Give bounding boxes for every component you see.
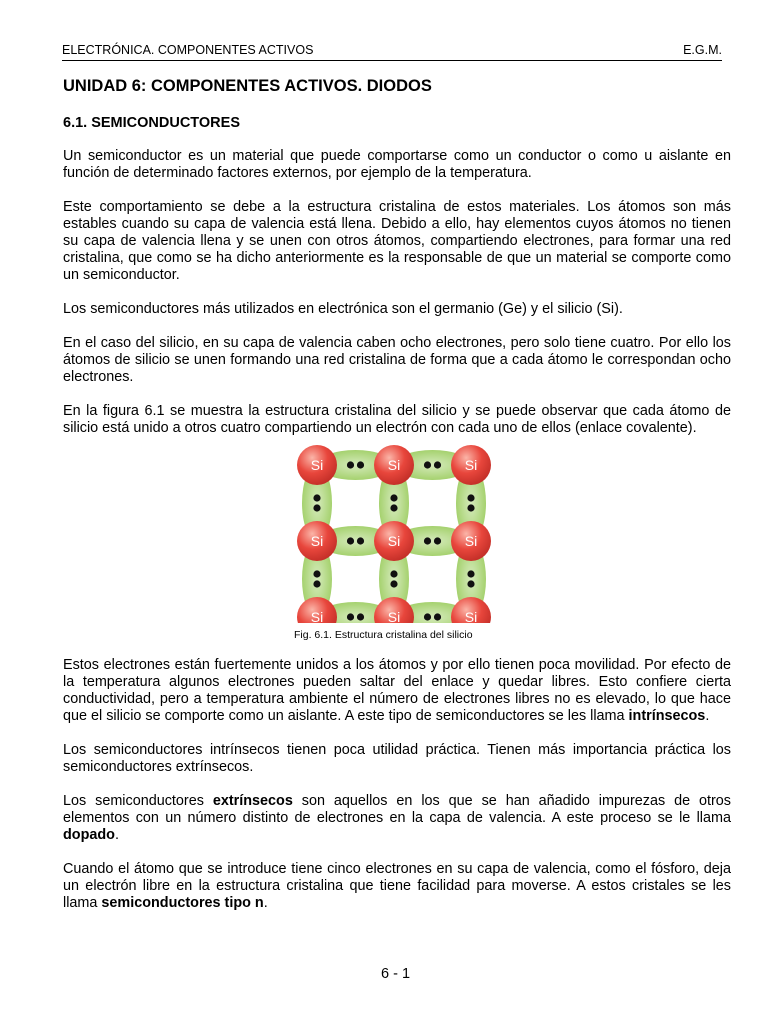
paragraph-1: Un semiconductor es un material que puede comportarse como un conductor o como u aislante en función de determinado factores externos, por ejemplo de la temperatura. <box>63 148 731 181</box>
electron-dot <box>434 537 441 544</box>
paragraph-8-text-a: Los semiconductores <box>63 793 213 809</box>
unit-title: UNIDAD 6: COMPONENTES ACTIVOS. DIODOS <box>63 77 432 95</box>
paragraph-2: Este comportamiento se debe a la estructura cristalina de estos materiales. Los átomos son más estables cuando su capa de valencia está llena. Debido a ello, hay elementos cuyos átomos no tienen su capa de valencia llena y se unen con otros átomos, compartiendo electrones, para formar una red cristalina, que como se ha dicho anteriormente es la responsable de que un material se comporte como un semiconductor. <box>63 199 731 283</box>
electron-dot <box>347 537 354 544</box>
header-right-text: E.G.M. <box>683 43 722 57</box>
electron-dot <box>313 580 320 587</box>
paragraph-6-text: Estos electrones están fuertemente unidos a los átomos y por ello tienen poca movilidad. Por efecto de la temperatura algunos electrones pueden saltar del enlace y quedar libres. Esto confiere cierta conductividad, pero a temperatura ambiente el número de electrones libres no es elevado, lo que hace que el silicio se comporte como un aislante. A este tipo de semiconductores se les llama <box>63 657 731 724</box>
paragraph-6-end: . <box>705 708 710 724</box>
electron-dot <box>357 537 364 544</box>
electron-dot <box>467 504 474 511</box>
paragraph-9-text: Cuando el átomo que se introduce tiene cinco electrones en su capa de valencia, como el fósforo, deja un electrón libre en la estructura cristalina que tiene facilidad para moverse. A estos cristales se les llama <box>63 861 731 911</box>
electron-dot <box>313 570 320 577</box>
electron-dot <box>467 580 474 587</box>
atom-label: Si <box>310 609 324 623</box>
electron-dot <box>424 613 431 620</box>
atom-label: Si <box>310 533 324 549</box>
electron-dot <box>467 494 474 501</box>
term-extrinsecos: extrínsecos <box>212 793 293 809</box>
atom-label: Si <box>464 457 478 473</box>
paragraph-7: Los semiconductores intrínsecos tienen poca utilidad práctica. Tienen más importancia práctica los semiconductores extrínsecos. <box>63 742 731 775</box>
electron-dot <box>467 570 474 577</box>
electron-dot <box>424 461 431 468</box>
electron-dot <box>357 461 364 468</box>
atom-label: Si <box>387 457 401 473</box>
electron-dot <box>390 494 397 501</box>
paragraph-5: En la figura 6.1 se muestra la estructura cristalina del silicio y se puede observar que cada átomo de silicio está unido a otros cuatro compartiendo un electrón con cada uno de ellos (enlace covalente). <box>63 403 731 436</box>
paragraph-4: En el caso del silicio, en su capa de valencia caben ocho electrones, pero solo tiene cuatro. Por ello los átomos de silicio se unen formando una red cristalina de forma que a cada átomo le correspondan ocho electrones. <box>63 335 731 385</box>
section-heading: 6.1. SEMICONDUCTORES <box>63 115 240 131</box>
electron-dot <box>347 461 354 468</box>
page-number: 6 - 1 <box>381 966 411 982</box>
paragraph-8-end: . <box>114 827 119 843</box>
term-intrinsecos: intrínsecos <box>628 708 706 724</box>
figure-silicon-lattice <box>63 443 731 649</box>
silicon-lattice-diagram <box>289 443 499 623</box>
page-content <box>63 76 731 912</box>
atom-label: Si <box>310 457 324 473</box>
header-left-text: ELECTRÓNICA. COMPONENTES ACTIVOS <box>62 43 314 57</box>
electron-dot <box>313 494 320 501</box>
electron-dot <box>357 613 364 620</box>
atom-label: Si <box>387 533 401 549</box>
electron-dot <box>390 580 397 587</box>
paragraph-9-end: . <box>263 895 268 911</box>
paragraph-8 <box>63 793 731 844</box>
paragraph-9 <box>63 861 731 912</box>
electron-dot <box>390 504 397 511</box>
term-dopado: dopado <box>63 827 115 843</box>
paragraph-6 <box>63 657 731 725</box>
electron-dot <box>347 613 354 620</box>
atom-label: Si <box>464 533 478 549</box>
paragraph-8-text-b: son aquellos en los que se han añadido impurezas de otros elementos con un número distinto de electrones en la capa de valencia. A este proceso se le llama <box>63 793 731 826</box>
electron-dot <box>424 537 431 544</box>
atom-label: Si <box>464 609 478 623</box>
electron-dot <box>434 461 441 468</box>
electron-dot <box>434 613 441 620</box>
page-header <box>62 43 722 61</box>
paragraph-3: Los semiconductores más utilizados en electrónica son el germanio (Ge) y el silicio (Si). <box>63 301 623 317</box>
electron-dot <box>313 504 320 511</box>
electron-dot <box>390 570 397 577</box>
atom-label: Si <box>387 609 401 623</box>
figure-caption: Fig. 6.1. Estructura cristalina del silicio <box>294 629 473 641</box>
term-semiconductores-tipo-n: semiconductores tipo n <box>101 895 264 911</box>
